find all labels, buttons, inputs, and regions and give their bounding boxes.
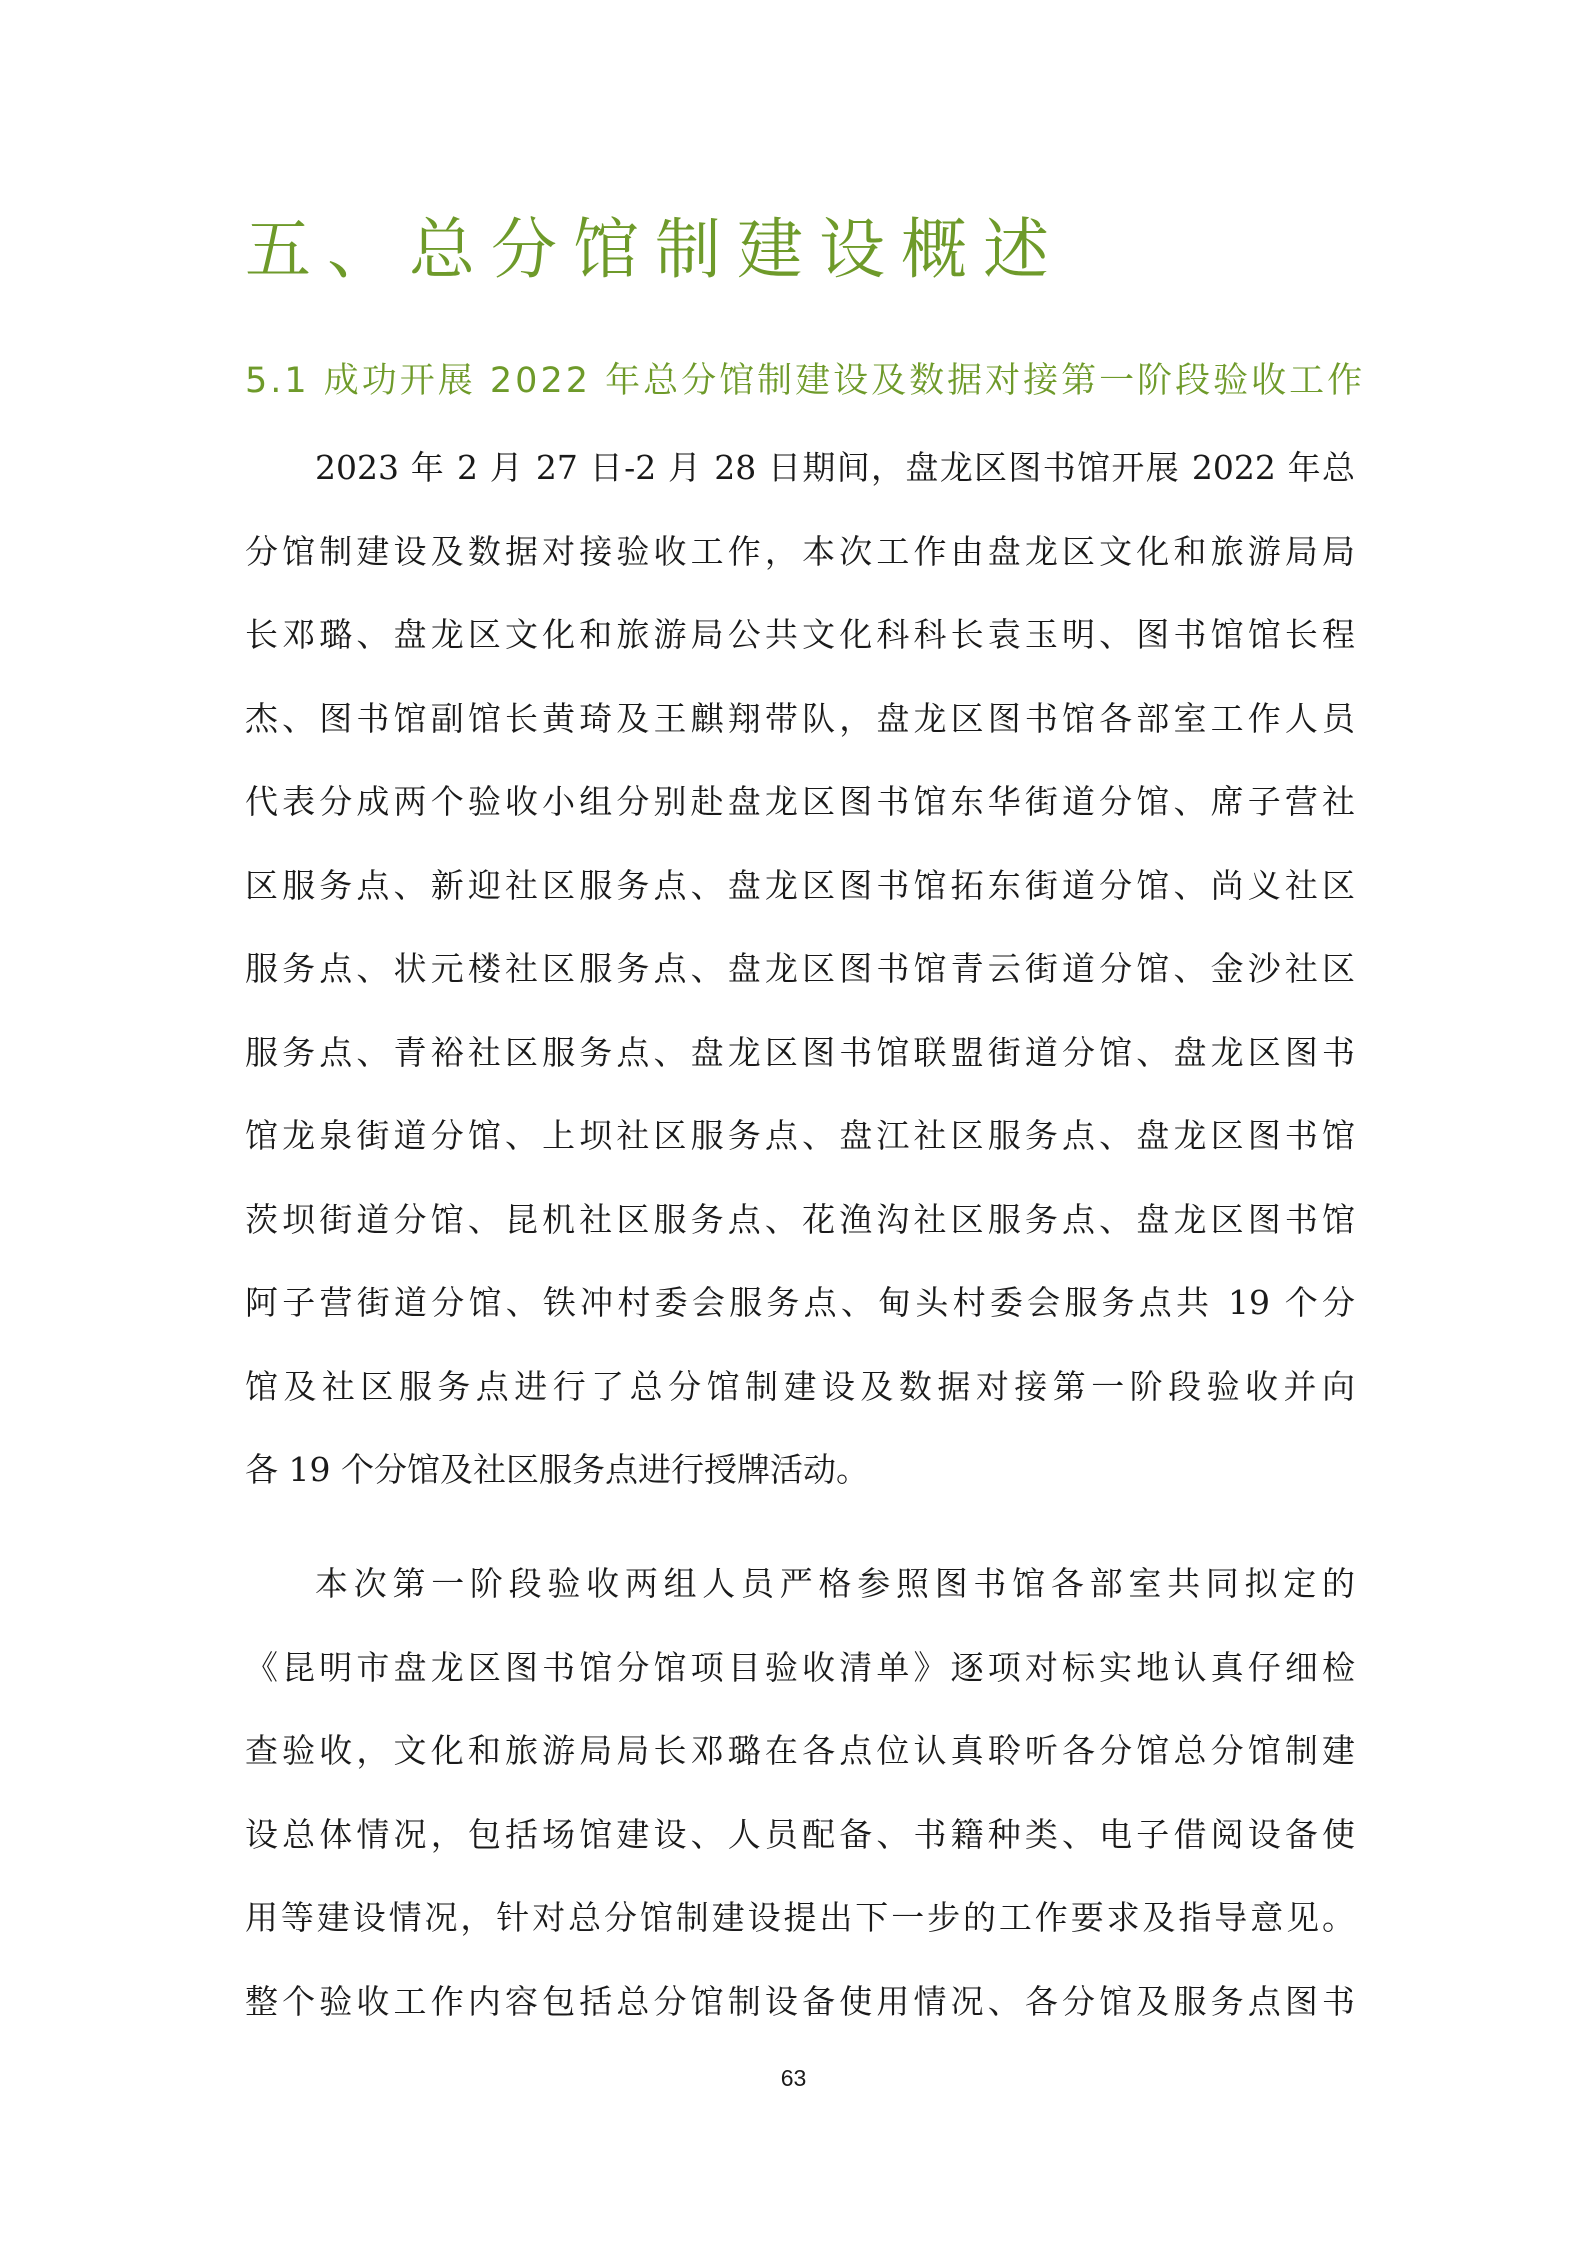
paragraph-line: 茨坝街道分馆、昆机社区服务点、花渔沟社区服务点、盘龙区图书馆 (245, 1199, 1355, 1239)
paragraph-1 (245, 426, 1355, 1512)
paragraph-line: 区服务点、新迎社区服务点、盘龙区图书馆拓东街道分馆、尚义社区 (245, 865, 1355, 905)
paragraph-line: 代表分成两个验收小组分别赴盘龙区图书馆东华街道分馆、席子营社 (245, 782, 1355, 821)
page-number: 63 (780, 2065, 807, 2091)
paragraph-line: 查验收，文化和旅游局局长邓璐在各点位认真聆听各分馆总分馆制建 (245, 1731, 1355, 1770)
paragraph-line: 分馆制建设及数据对接验收工作，本次工作由盘龙区文化和旅游局局 (245, 531, 1355, 571)
paragraph-line: 《昆明市盘龙区图书馆分馆项目验收清单》逐项对标实地认真仔细检 (245, 1647, 1355, 1687)
paragraph-line: 2023 年 2 月 27 日-2 月 28 日期间，盘龙区图书馆开展 2022 年总 (315, 448, 1355, 487)
paragraph-line: 杰、图书馆副馆长黄琦及王麒翔带队，盘龙区图书馆各部室工作人员 (245, 698, 1355, 738)
paragraph-line: 用等建设情况，针对总分馆制建设提出下一步的工作要求及指导意见。 (245, 1898, 1355, 1937)
paragraph-line: 服务点、状元楼社区服务点、盘龙区图书馆青云街道分馆、金沙社区 (245, 949, 1355, 988)
paragraph-line: 服务点、青裕社区服务点、盘龙区图书馆联盟街道分馆、盘龙区图书 (245, 1032, 1355, 1072)
paragraph-line: 各 19 个分馆及社区服务点进行授牌活动。 (245, 1450, 869, 1489)
paragraph-2 (245, 1542, 1355, 2043)
section-heading: 5.1 成功开展 2022 年总分馆制建设及数据对接第一阶段验收工作 (245, 361, 1366, 401)
paragraph-line: 设总体情况，包括场馆建设、人员配备、书籍种类、电子借阅设备使 (245, 1814, 1355, 1854)
paragraph-line: 本次第一阶段验收两组人员严格参照图书馆各部室共同拟定的 (315, 1564, 1355, 1603)
chapter-title: 五、总分馆制建设概述 (245, 211, 1065, 288)
paragraph-line: 长邓璐、盘龙区文化和旅游局公共文化科科长袁玉明、图书馆馆长程 (245, 615, 1355, 654)
paragraph-line: 馆及社区服务点进行了总分馆制建设及数据对接第一阶段验收并向 (245, 1366, 1355, 1406)
paragraph-line: 整个验收工作内容包括总分馆制设备使用情况、各分馆及服务点图书 (245, 1981, 1355, 2021)
paragraph-line: 阿子营街道分馆、铁冲村委会服务点、甸头村委会服务点共 19 个分 (245, 1283, 1355, 1322)
paragraph-line: 馆龙泉街道分馆、上坝社区服务点、盘江社区服务点、盘龙区图书馆 (245, 1116, 1355, 1155)
